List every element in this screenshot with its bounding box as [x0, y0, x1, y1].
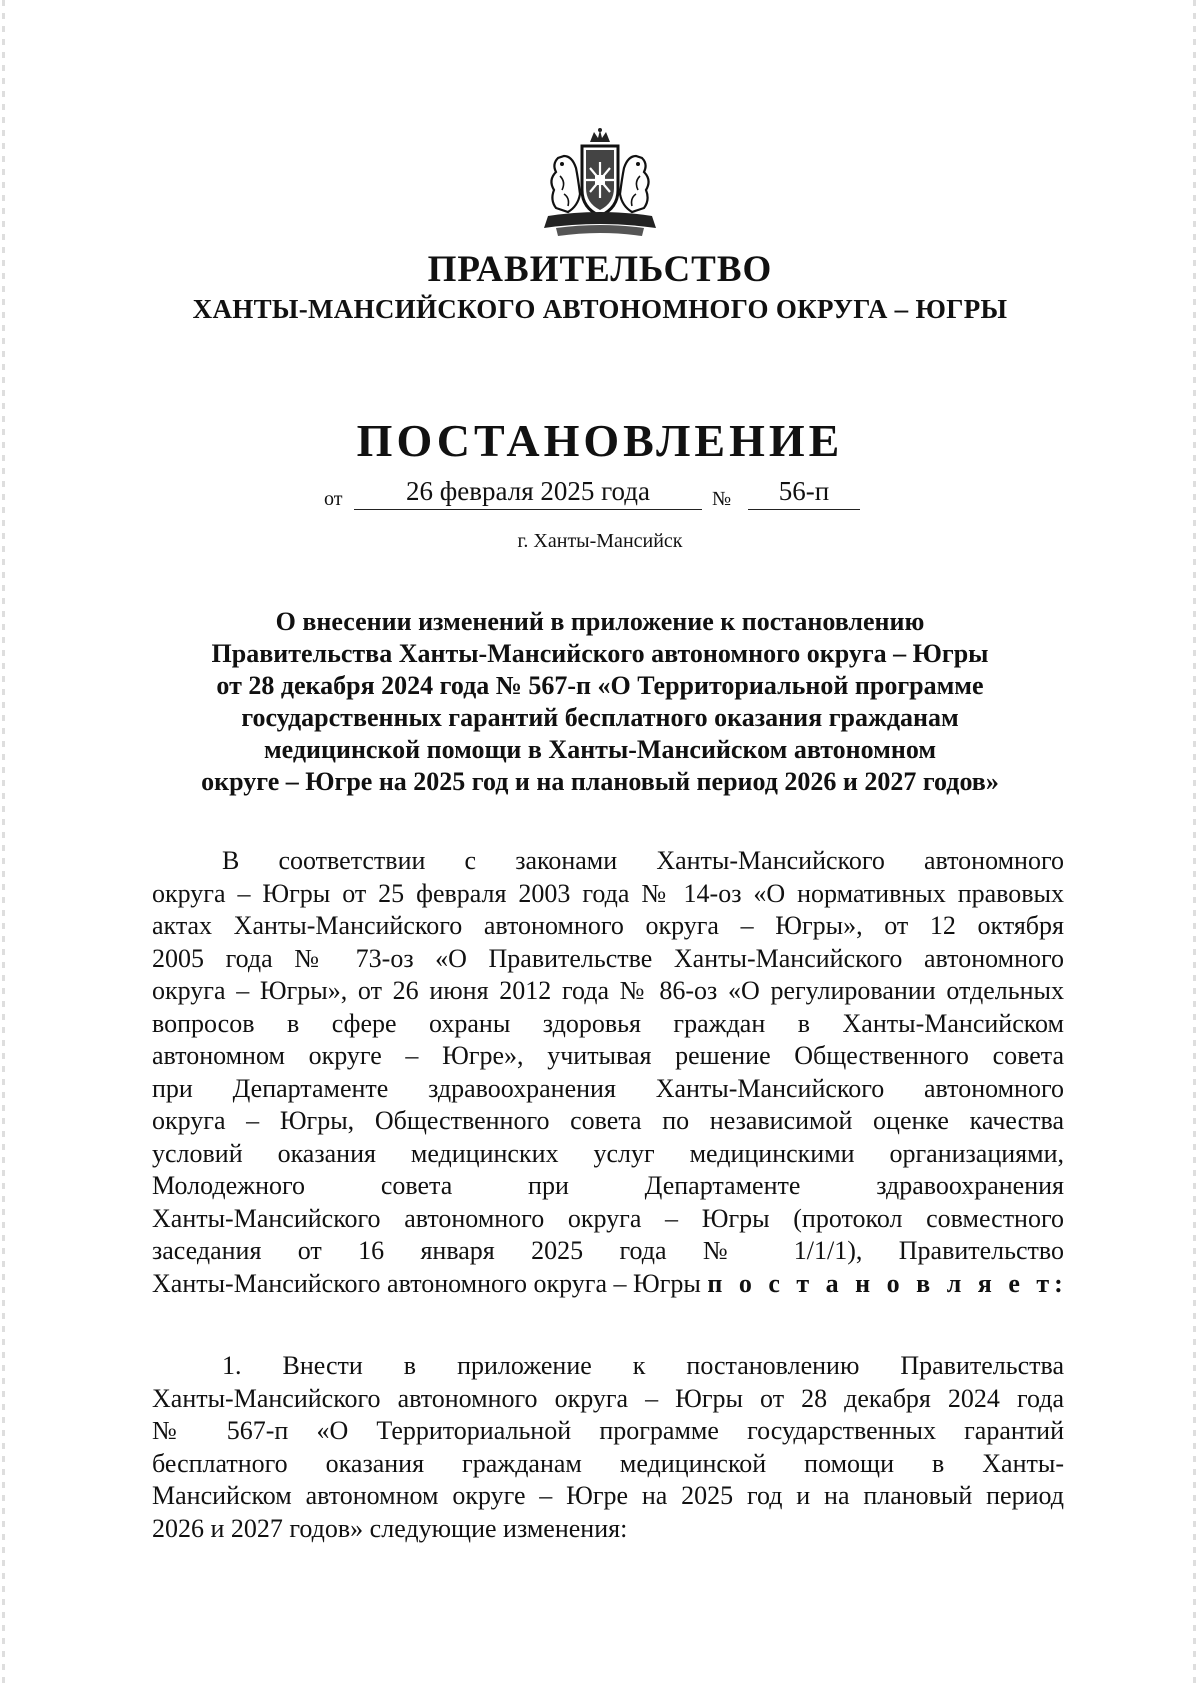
preamble-line: заседания от 16 января 2025 года № 1/1/1), Правительство [152, 1236, 1064, 1265]
document-number: 56-п [748, 476, 860, 510]
document-subject [140, 606, 1060, 798]
preamble-line: Ханты-Мансийского автономного округа – Югры (протокол совместного [152, 1203, 1064, 1233]
preamble-line: В соответствии с законами Ханты-Мансийского автономного [222, 846, 1064, 875]
document-city: г. Ханты-Мансийск [517, 530, 683, 552]
preamble-line: Молодежного совета при Департаменте здравоохранения [152, 1171, 1064, 1200]
coat-of-arms-emblem [538, 128, 662, 240]
subject-line: медицинской помощи в Ханты-Мансийском автономном [263, 735, 937, 764]
item1-line: Ханты-Мансийского автономного округа – Югры от 28 декабря 2024 года [152, 1383, 1064, 1413]
preamble-line: при Департаменте здравоохранения Ханты-Мансийского автономного [152, 1073, 1064, 1103]
preamble-line: округа – Югры от 25 февраля 2003 года № 14-оз «О нормативных правовых [152, 878, 1064, 908]
subject-line: Правительства Ханты-Мансийского автономного округа – Югры [211, 639, 989, 668]
preamble-line: 2005 года № 73-оз «О Правительстве Ханты-Мансийского автономного [152, 943, 1064, 973]
item1-line: Мансийском автономном округе – Югре на 2025 год и на плановый период [152, 1481, 1064, 1510]
region-title: ХАНТЫ-МАНСИЙСКОГО АВТОНОМНОГО ОКРУГА – ЮГРЫ [192, 294, 1008, 324]
subject-line: округе – Югре на 2025 год и на плановый период 2026 и 2027 годов» [201, 767, 999, 796]
preamble-line: условий оказания медицинских услуг медицинскими организациями, [152, 1138, 1064, 1168]
preamble-line: округа – Югры», от 26 июня 2012 года № 86-оз «О регулировании отдельных [152, 976, 1064, 1005]
preamble-line: Ханты-Мансийского автономного округа – Югры [152, 1268, 701, 1298]
subject-line: от 28 декабря 2024 года № 567-п «О Территориальной программе [216, 671, 984, 700]
item1-line: № 567-п «О Территориальной программе государственных гарантий [152, 1416, 1064, 1445]
document-date: 26 февраля 2025 года [354, 476, 702, 510]
preamble-final-line [152, 1268, 1068, 1301]
number-prefix-label: № [712, 488, 732, 510]
government-title: ПРАВИТЕЛЬСТВО [427, 249, 773, 290]
preamble-paragraph [152, 845, 1068, 1300]
item-1-paragraph [152, 1350, 1064, 1545]
resolves-word: п о с т а н о в л я е т: [707, 1268, 1068, 1298]
preamble-line: актах Ханты-Мансийского автономного округа – Югры», от 12 октября [152, 911, 1064, 940]
preamble-line: вопросов в сфере охраны здоровья граждан в Ханты-Мансийском [152, 1008, 1064, 1038]
item1-line: 2026 и 2027 годов» следующие изменения: [152, 1513, 628, 1543]
date-prefix-label: от [324, 488, 343, 510]
date-number-row [0, 476, 1200, 516]
item1-line: 1. Внести в приложение к постановлению Правительства [222, 1351, 1064, 1380]
document-type-title: ПОСТАНОВЛЕНИЕ [356, 415, 844, 466]
preamble-line: автономном округе – Югре», учитывая решение Общественного совета [152, 1041, 1064, 1070]
item1-line: бесплатного оказания гражданам медицинской помощи в Ханты- [152, 1448, 1064, 1478]
preamble-line: округа – Югры, Общественного совета по независимой оценке качества [152, 1106, 1064, 1135]
subject-line: государственных гарантий бесплатного оказания гражданам [241, 703, 959, 732]
subject-line: О внесении изменений в приложение к постановлению [275, 607, 925, 636]
